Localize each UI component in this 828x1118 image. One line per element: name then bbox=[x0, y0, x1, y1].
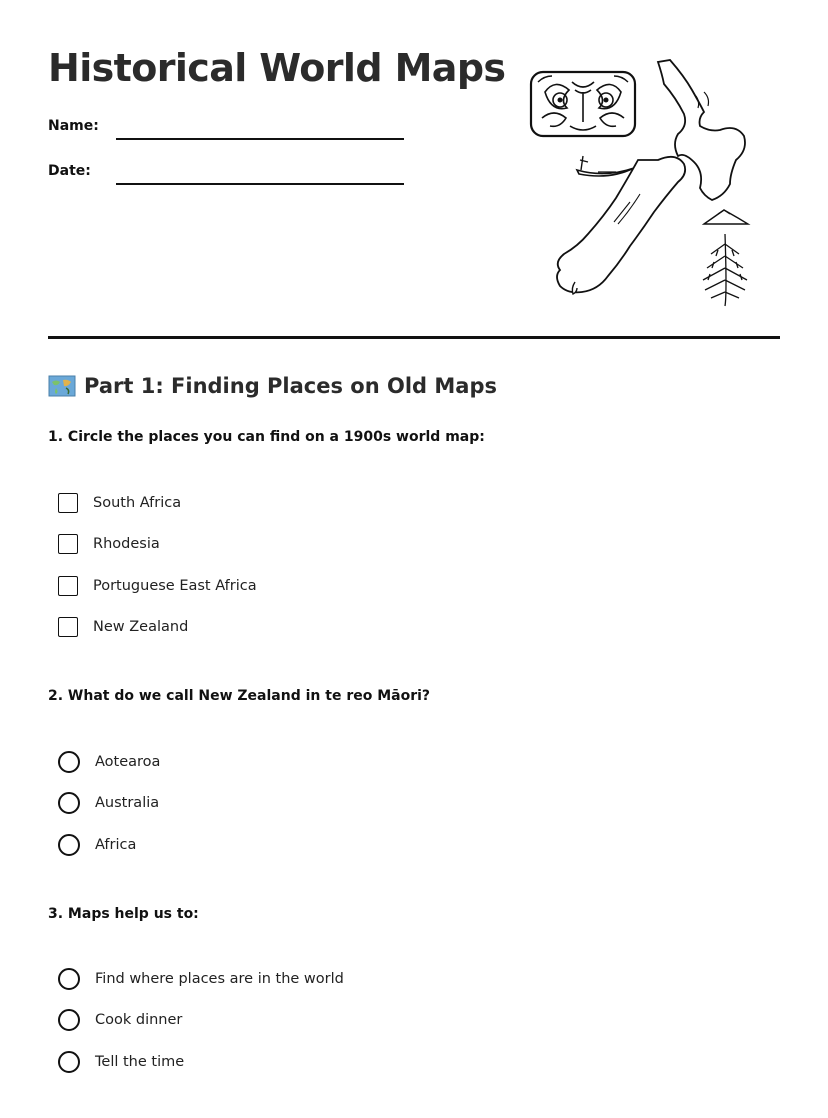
q2-option-africa[interactable] bbox=[58, 833, 136, 857]
question-3: 3. Maps help us to: bbox=[48, 906, 199, 922]
q1-option-new-zealand[interactable] bbox=[58, 615, 188, 639]
checkbox[interactable] bbox=[58, 534, 78, 554]
checkbox[interactable] bbox=[58, 493, 78, 513]
q2-option-aotearoa[interactable] bbox=[58, 750, 160, 774]
radio-button[interactable] bbox=[58, 1009, 80, 1031]
option-label: South Africa bbox=[93, 495, 182, 511]
option-label: Australia bbox=[95, 795, 160, 811]
radio-button[interactable] bbox=[58, 1051, 80, 1073]
radio-button[interactable] bbox=[58, 751, 80, 773]
option-label: New Zealand bbox=[93, 619, 189, 635]
q2-option-australia[interactable] bbox=[58, 791, 159, 815]
q3-option-tell-time[interactable] bbox=[58, 1050, 184, 1074]
option-label: Find where places are in the world bbox=[95, 971, 344, 987]
radio-button[interactable] bbox=[58, 834, 80, 856]
q3-option-cook-dinner[interactable] bbox=[58, 1008, 182, 1032]
option-label: Cook dinner bbox=[95, 1012, 183, 1028]
checkbox[interactable] bbox=[58, 576, 78, 596]
maori-carving-icon bbox=[531, 72, 635, 136]
header-divider bbox=[48, 336, 780, 339]
silver-fern-icon bbox=[703, 234, 747, 306]
question-1: 1. Circle the places you can find on a 1900s world map: bbox=[48, 429, 485, 445]
option-label: Africa bbox=[95, 837, 137, 853]
mountain-icon bbox=[704, 210, 748, 224]
section-heading bbox=[48, 374, 497, 398]
q3-option-find-places[interactable] bbox=[58, 967, 344, 991]
worksheet-title: Historical World Maps bbox=[48, 46, 506, 90]
question-2: 2. What do we call New Zealand in te reo Māori? bbox=[48, 688, 431, 704]
new-zealand-illustration bbox=[520, 52, 770, 312]
world-map-icon bbox=[48, 374, 76, 398]
option-label: Aotearoa bbox=[95, 754, 161, 770]
radio-button[interactable] bbox=[58, 792, 80, 814]
radio-button[interactable] bbox=[58, 968, 80, 990]
date-field[interactable] bbox=[116, 183, 404, 185]
option-label: Rhodesia bbox=[93, 536, 160, 552]
date-label: Date: bbox=[48, 163, 91, 179]
q1-option-south-africa[interactable] bbox=[58, 491, 181, 515]
name-field[interactable] bbox=[116, 138, 404, 140]
option-label: Tell the time bbox=[95, 1054, 185, 1070]
section-heading-text: Part 1: Finding Places on Old Maps bbox=[84, 374, 497, 398]
waka-canoe-icon bbox=[577, 156, 634, 176]
q1-option-portuguese-east-africa[interactable] bbox=[58, 574, 257, 598]
option-label: Portuguese East Africa bbox=[93, 578, 257, 594]
checkbox[interactable] bbox=[58, 617, 78, 637]
name-label: Name: bbox=[48, 118, 99, 134]
q1-option-rhodesia[interactable] bbox=[58, 532, 160, 556]
